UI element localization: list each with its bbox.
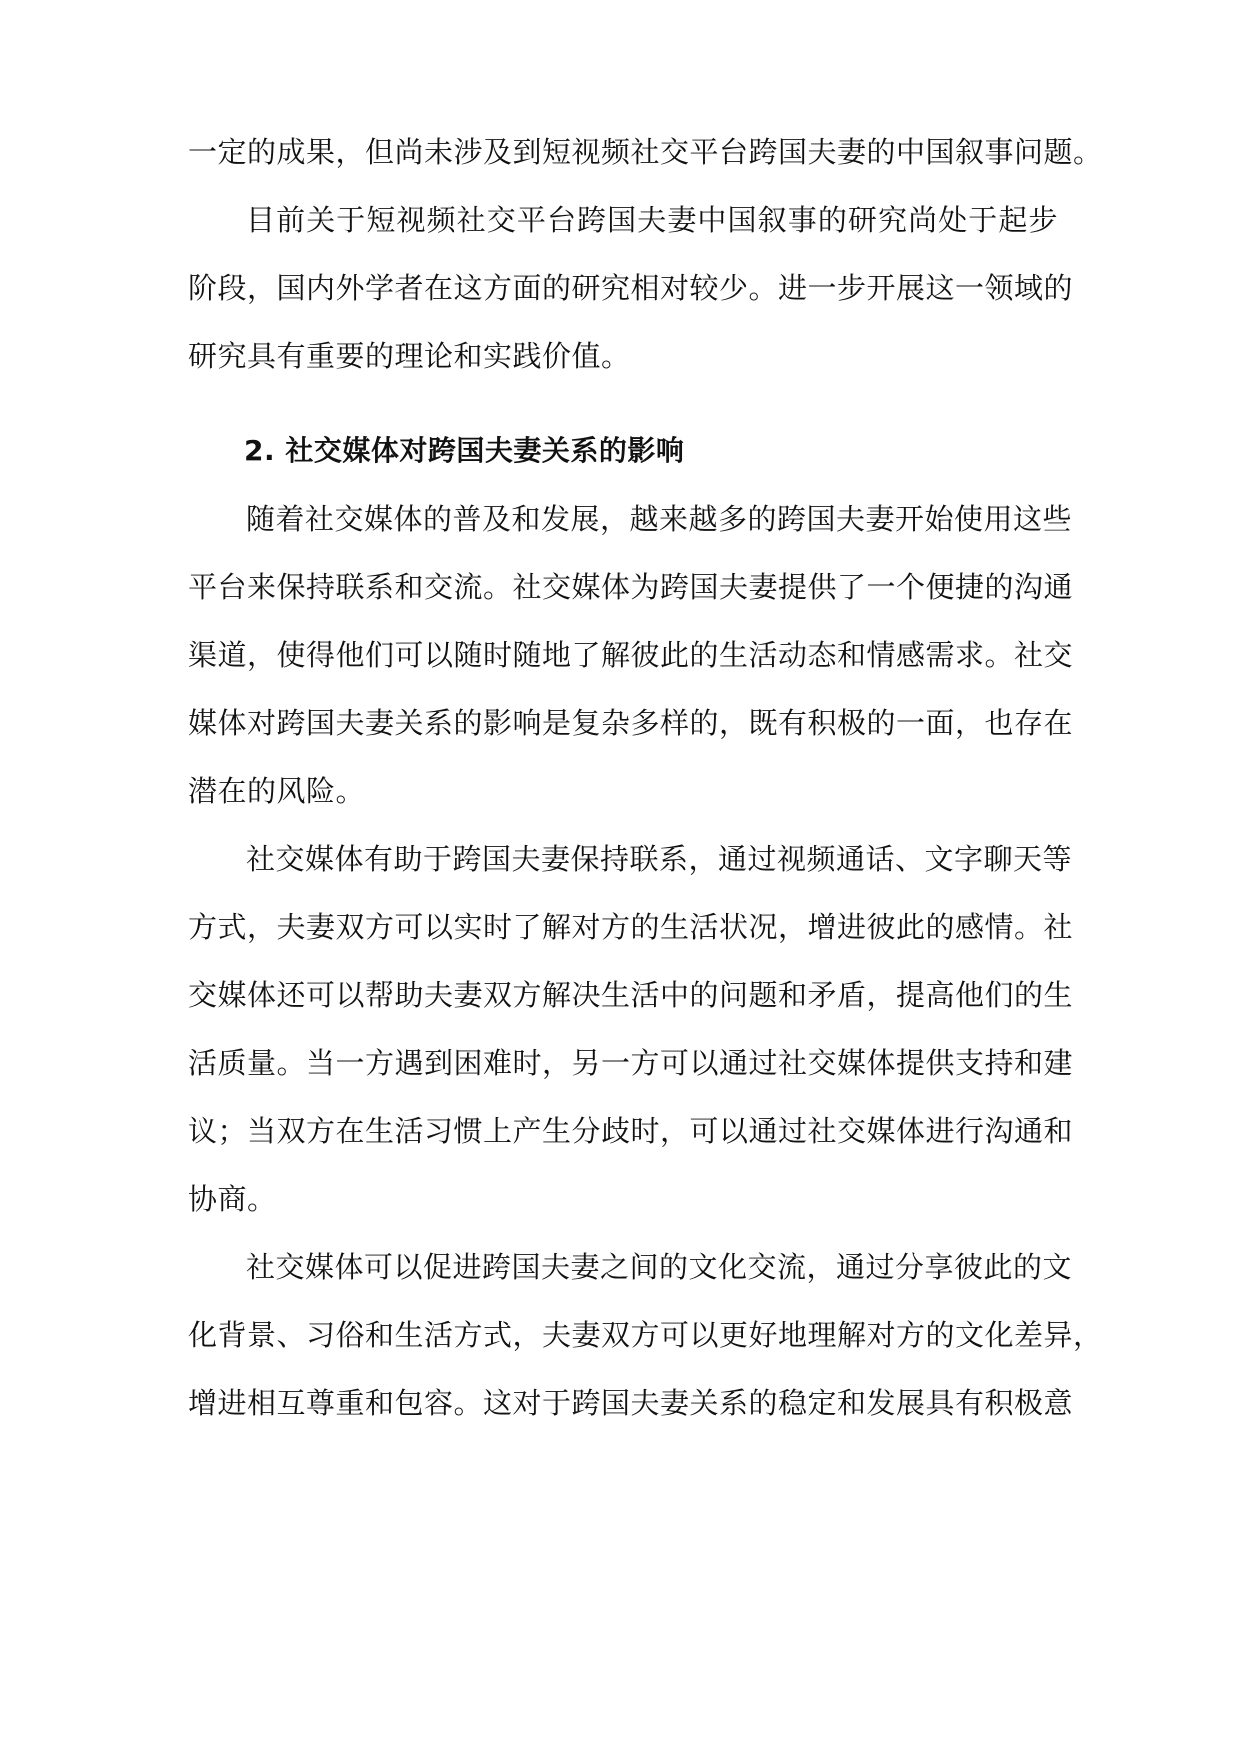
paragraph-line: 议；当双方在生活习惯上产生分歧时，可以通过社交媒体进行沟通和 <box>188 1114 1074 1148</box>
paragraph-line: 协商。 <box>188 1182 277 1216</box>
paragraph-line: 随着社交媒体的普及和发展，越来越多的跨国夫妻开始使用这些 <box>246 502 1073 536</box>
paragraph-line: 社交媒体有助于跨国夫妻保持联系，通过视频通话、文字聊天等 <box>246 842 1073 876</box>
paragraph-line: 增进相互尊重和包容。这对于跨国夫妻关系的稳定和发展具有积极意 <box>188 1386 1074 1420</box>
paragraph-line: 交媒体还可以帮助夫妻双方解决生活中的问题和矛盾，提高他们的生 <box>188 978 1074 1012</box>
paragraph-line: 渠道，使得他们可以随时随地了解彼此的生活动态和情感需求。社交 <box>188 638 1074 672</box>
paragraph-line: 阶段，国内外学者在这方面的研究相对较少。进一步开展这一领域的 <box>188 271 1074 305</box>
paragraph-line: 化背景、习俗和生活方式，夫妻双方可以更好地理解对方的文化差异， <box>188 1318 1103 1352</box>
paragraph-line: 目前关于短视频社交平台跨国夫妻中国叙事的研究尚处于起步 <box>246 203 1058 237</box>
paragraph-line: 社交媒体可以促进跨国夫妻之间的文化交流，通过分享彼此的文 <box>246 1250 1073 1284</box>
paragraph-line: 研究具有重要的理论和实践价值。 <box>188 339 631 373</box>
paragraph-line: 方式，夫妻双方可以实时了解对方的生活状况，增进彼此的感情。社 <box>188 910 1074 944</box>
paragraph-line: 一定的成果，但尚未涉及到短视频社交平台跨国夫妻的中国叙事问题。 <box>188 135 1103 169</box>
paragraph-line: 平台来保持联系和交流。社交媒体为跨国夫妻提供了一个便捷的沟通 <box>188 570 1074 604</box>
paragraph-line: 媒体对跨国夫妻关系的影响是复杂多样的，既有积极的一面，也存在 <box>188 706 1074 740</box>
paragraph-line: 潜在的风险。 <box>188 774 366 808</box>
section-heading: 2. 社交媒体对跨国夫妻关系的影响 <box>244 434 685 467</box>
paragraph-line: 活质量。当一方遇到困难时，另一方可以通过社交媒体提供支持和建 <box>188 1046 1074 1080</box>
